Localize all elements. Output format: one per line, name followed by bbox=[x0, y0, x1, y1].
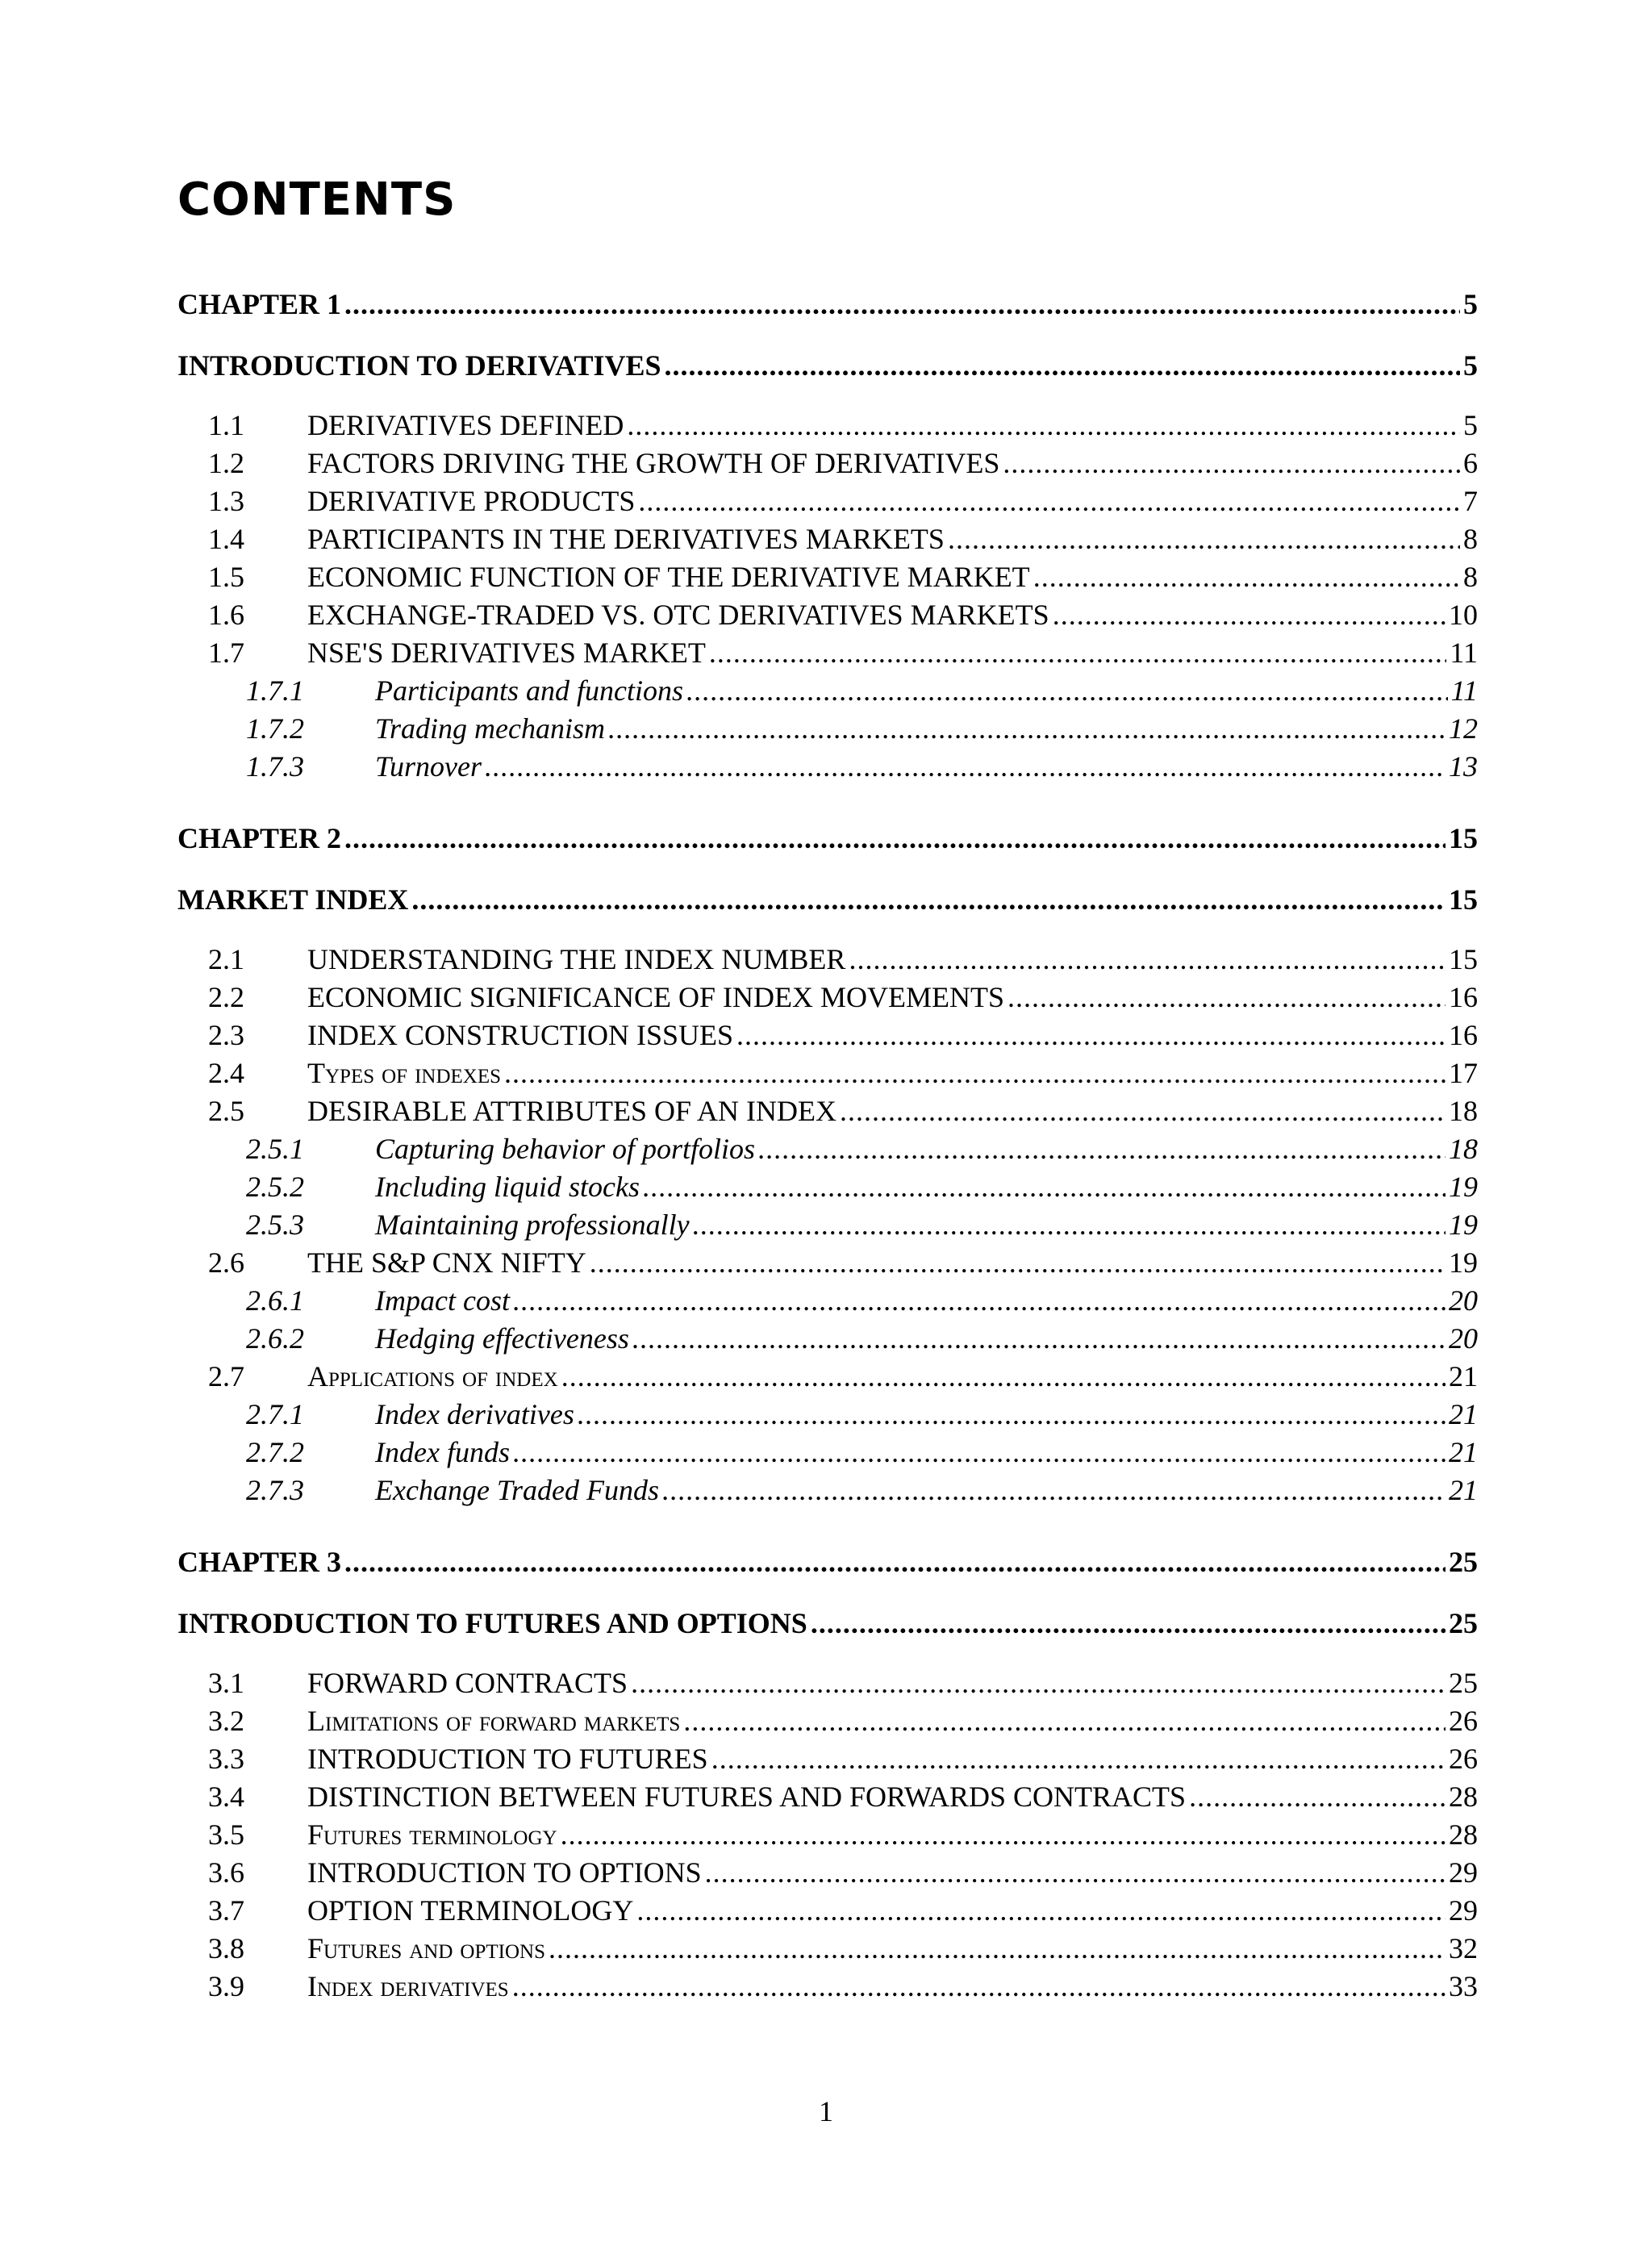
dot-leader bbox=[561, 1359, 1446, 1393]
toc-entry-number: 2.7.2 bbox=[246, 1436, 304, 1468]
toc-entry-title: FORWARD CONTRACTS bbox=[307, 1667, 628, 1699]
toc-entry-title: MARKET INDEX bbox=[177, 883, 409, 916]
dot-leader bbox=[758, 1132, 1446, 1166]
toc-entry-number: 3.4 bbox=[208, 1781, 244, 1813]
toc-entry-1-7-1[interactable] bbox=[177, 674, 1478, 712]
toc-entry-number: 1.7.1 bbox=[246, 674, 304, 707]
toc-entry-number: 2.2 bbox=[208, 981, 244, 1013]
dot-leader bbox=[578, 1397, 1446, 1431]
toc-entry-number: 3.8 bbox=[208, 1932, 244, 1964]
toc-entry-2-7-1[interactable] bbox=[177, 1397, 1478, 1435]
toc-entry-title: Applications of index bbox=[307, 1360, 558, 1392]
toc-entry-2-5-3[interactable] bbox=[177, 1208, 1478, 1246]
toc-entry-3-2[interactable] bbox=[177, 1704, 1478, 1742]
toc-entry-number: 1.1 bbox=[208, 409, 244, 441]
dot-leader bbox=[948, 522, 1460, 556]
toc-entry-number: 2.5.2 bbox=[246, 1171, 304, 1203]
toc-entry-number: 2.3 bbox=[208, 1019, 244, 1051]
toc-entry-title: INTRODUCTION TO FUTURES AND OPTIONS bbox=[177, 1607, 807, 1639]
dot-leader bbox=[683, 1704, 1446, 1738]
toc-entry-1-2[interactable] bbox=[177, 446, 1478, 484]
toc-entry-page: 5 bbox=[1463, 288, 1478, 320]
toc-entry-page: 5 bbox=[1463, 349, 1478, 382]
toc-entry-number: 1.5 bbox=[208, 561, 244, 593]
toc-entry-page: 7 bbox=[1463, 485, 1478, 517]
toc-entry-title: Exchange Traded Funds bbox=[375, 1474, 659, 1506]
toc-entry-2-1[interactable] bbox=[177, 942, 1478, 980]
toc-entry-number: 1.7.3 bbox=[246, 750, 304, 783]
toc-entry-title: NSE'S DERIVATIVES MARKET bbox=[307, 637, 706, 669]
toc-entry-1-1[interactable] bbox=[177, 408, 1478, 446]
toc-entry-page: 11 bbox=[1450, 674, 1478, 707]
dot-leader bbox=[504, 1056, 1446, 1090]
dot-leader bbox=[811, 1606, 1446, 1640]
toc-entry-page: 19 bbox=[1449, 1209, 1478, 1241]
toc-entry-2-7-2[interactable] bbox=[177, 1435, 1478, 1473]
toc-entry-page: 10 bbox=[1449, 599, 1478, 631]
dot-leader bbox=[561, 1818, 1446, 1852]
dot-leader bbox=[631, 1666, 1446, 1700]
toc-entry-page: 5 bbox=[1463, 409, 1478, 441]
dot-leader bbox=[705, 1856, 1446, 1889]
toc-entry-page: 28 bbox=[1449, 1781, 1478, 1813]
toc-entry-page: 28 bbox=[1449, 1818, 1478, 1851]
dot-leader bbox=[1189, 1780, 1446, 1814]
toc-entry-3-8[interactable] bbox=[177, 1931, 1478, 1969]
dot-leader bbox=[711, 1742, 1446, 1776]
toc-entry-page: 11 bbox=[1450, 637, 1478, 669]
toc-entry-title: THE S&P CNX NIFTY bbox=[307, 1246, 586, 1279]
toc-entry-number: 2.6.1 bbox=[246, 1284, 304, 1317]
toc-entry-number: 1.2 bbox=[208, 447, 244, 479]
toc-entry-page: 25 bbox=[1449, 1667, 1478, 1699]
toc-entry-page: 21 bbox=[1449, 1436, 1478, 1468]
toc-entry-number: 1.3 bbox=[208, 485, 244, 517]
toc-entry-2-7-3[interactable] bbox=[177, 1473, 1478, 1511]
toc-entry-number: 3.2 bbox=[208, 1705, 244, 1737]
toc-entry-title: PARTICIPANTS IN THE DERIVATIVES MARKETS bbox=[307, 523, 945, 555]
dot-leader bbox=[549, 1931, 1446, 1965]
toc-entry-title: Including liquid stocks bbox=[375, 1171, 640, 1203]
toc-entry-number: 2.6 bbox=[208, 1246, 244, 1279]
toc-entry-page: 33 bbox=[1449, 1970, 1478, 2002]
toc-entry-page: 25 bbox=[1449, 1607, 1478, 1639]
toc-entry-page: 29 bbox=[1449, 1856, 1478, 1889]
dot-leader bbox=[662, 1473, 1446, 1507]
toc-entry-number: 1.6 bbox=[208, 599, 244, 631]
toc-entry-market-index[interactable] bbox=[177, 883, 1478, 921]
toc-entry-page: 16 bbox=[1449, 1019, 1478, 1051]
toc-entry-page: 16 bbox=[1449, 981, 1478, 1013]
toc-entry-title: INTRODUCTION TO FUTURES bbox=[307, 1743, 708, 1775]
toc-entry-title: INTRODUCTION TO DERIVATIVES bbox=[177, 349, 661, 382]
toc-entry-number: 1.4 bbox=[208, 523, 244, 555]
toc-entry-title: Maintaining professionally bbox=[375, 1209, 690, 1241]
dot-leader bbox=[608, 712, 1446, 745]
toc-entry-introduction-to-futures-and-options[interactable] bbox=[177, 1606, 1478, 1645]
toc-entry-title: Types of indexes bbox=[307, 1057, 502, 1089]
toc-entry-title: Index derivatives bbox=[307, 1970, 509, 2002]
toc-entry-page: 26 bbox=[1449, 1743, 1478, 1775]
toc-entry-page: 6 bbox=[1463, 447, 1478, 479]
toc-entry-1-6[interactable] bbox=[177, 598, 1478, 636]
toc-entry-1-7-3[interactable] bbox=[177, 749, 1478, 787]
dot-leader bbox=[643, 1170, 1446, 1204]
toc-entry-number: 2.1 bbox=[208, 943, 244, 975]
dot-leader bbox=[1003, 446, 1460, 480]
dot-leader bbox=[344, 287, 1460, 321]
toc-entry-page: 21 bbox=[1449, 1474, 1478, 1506]
toc-entry-title: Index funds bbox=[375, 1436, 510, 1468]
toc-entry-title: FACTORS DRIVING THE GROWTH OF DERIVATIVES bbox=[307, 447, 1000, 479]
toc-entry-number: 1.7 bbox=[208, 637, 244, 669]
toc-entry-number: 2.5 bbox=[208, 1095, 244, 1127]
toc-entry-2-5-2[interactable] bbox=[177, 1170, 1478, 1208]
toc-entry-page: 8 bbox=[1463, 523, 1478, 555]
toc-entry-1-3[interactable] bbox=[177, 484, 1478, 522]
dot-leader bbox=[485, 749, 1446, 783]
dot-leader bbox=[344, 821, 1446, 855]
toc-entry-page: 15 bbox=[1449, 822, 1478, 854]
toc-entry-title: Futures and options bbox=[307, 1932, 545, 1964]
toc-entry-page: 18 bbox=[1449, 1133, 1478, 1165]
dot-leader bbox=[512, 1969, 1446, 2003]
toc-entry-title: Turnover bbox=[375, 750, 482, 783]
toc-entry-1-7-2[interactable] bbox=[177, 712, 1478, 749]
toc-entry-title: Capturing behavior of portfolios bbox=[375, 1133, 756, 1165]
dot-leader bbox=[709, 636, 1446, 670]
toc-entry-title: ECONOMIC SIGNIFICANCE OF INDEX MOVEMENTS bbox=[307, 981, 1005, 1013]
toc-entry-3-1[interactable] bbox=[177, 1666, 1478, 1704]
toc-entry-2-4[interactable] bbox=[177, 1056, 1478, 1094]
dot-leader bbox=[665, 349, 1460, 382]
toc-entry-introduction-to-derivatives[interactable] bbox=[177, 349, 1478, 387]
dot-leader bbox=[627, 408, 1460, 442]
toc-entry-page: 15 bbox=[1449, 943, 1478, 975]
dot-leader bbox=[849, 942, 1446, 976]
dot-leader bbox=[1033, 560, 1460, 594]
toc-entry-2-7[interactable] bbox=[177, 1359, 1478, 1397]
toc-entry-2-5[interactable] bbox=[177, 1094, 1478, 1132]
page-number: 1 bbox=[819, 2095, 833, 2127]
toc-entry-title: Trading mechanism bbox=[375, 712, 606, 745]
toc-entry-3-4[interactable] bbox=[177, 1780, 1478, 1818]
toc-entry-3-9[interactable] bbox=[177, 1969, 1478, 2007]
toc-entry-title: INDEX CONSTRUCTION ISSUES bbox=[307, 1019, 734, 1051]
toc-entry-page: 32 bbox=[1449, 1932, 1478, 1964]
toc-entry-number: 3.3 bbox=[208, 1743, 244, 1775]
table-of-contents bbox=[177, 287, 1478, 2007]
dot-leader bbox=[638, 484, 1460, 518]
toc-entry-3-7[interactable] bbox=[177, 1893, 1478, 1931]
dot-leader bbox=[1053, 598, 1446, 632]
toc-entry-page: 29 bbox=[1449, 1894, 1478, 1927]
toc-entry-1-5[interactable] bbox=[177, 560, 1478, 598]
toc-entry-number: 3.6 bbox=[208, 1856, 244, 1889]
toc-entry-title: OPTION TERMINOLOGY bbox=[307, 1894, 634, 1927]
toc-entry-page: 20 bbox=[1449, 1322, 1478, 1355]
toc-entry-chapter-2[interactable] bbox=[177, 821, 1478, 860]
dot-leader bbox=[693, 1208, 1446, 1242]
toc-entry-title: DESIRABLE ATTRIBUTES OF AN INDEX bbox=[307, 1095, 837, 1127]
toc-entry-page: 21 bbox=[1449, 1398, 1478, 1430]
toc-entry-page: 12 bbox=[1449, 712, 1478, 745]
toc-entry-number: 2.4 bbox=[208, 1057, 244, 1089]
toc-entry-number: 2.5.3 bbox=[246, 1209, 304, 1241]
toc-entry-2-3[interactable] bbox=[177, 1018, 1478, 1056]
toc-entry-title: INTRODUCTION TO OPTIONS bbox=[307, 1856, 702, 1889]
dot-leader bbox=[411, 883, 1446, 916]
toc-entry-page: 15 bbox=[1449, 883, 1478, 916]
dot-leader bbox=[736, 1018, 1446, 1052]
dot-leader bbox=[1007, 980, 1446, 1014]
toc-entry-page: 19 bbox=[1449, 1171, 1478, 1203]
toc-entry-page: 18 bbox=[1449, 1095, 1478, 1127]
toc-entry-number: 3.7 bbox=[208, 1894, 244, 1927]
toc-entry-title: Index derivatives bbox=[375, 1398, 574, 1430]
toc-entry-title: UNDERSTANDING THE INDEX NUMBER bbox=[307, 943, 846, 975]
toc-entry-2-2[interactable] bbox=[177, 980, 1478, 1018]
toc-entry-page: 17 bbox=[1449, 1057, 1478, 1089]
toc-entry-title: CHAPTER 3 bbox=[177, 1546, 342, 1578]
dot-leader bbox=[590, 1246, 1446, 1280]
dot-leader bbox=[344, 1545, 1446, 1579]
toc-entry-number: 1.7.2 bbox=[246, 712, 304, 745]
dot-leader bbox=[513, 1284, 1446, 1317]
toc-entry-title: CHAPTER 2 bbox=[177, 822, 342, 854]
toc-entry-3-6[interactable] bbox=[177, 1856, 1478, 1893]
toc-entry-2-6[interactable] bbox=[177, 1246, 1478, 1284]
dot-leader bbox=[636, 1893, 1446, 1927]
toc-entry-page: 25 bbox=[1449, 1546, 1478, 1578]
toc-entry-number: 2.6.2 bbox=[246, 1322, 304, 1355]
toc-entry-title: DISTINCTION BETWEEN FUTURES AND FORWARDS CONTRACTS bbox=[307, 1781, 1187, 1813]
toc-entry-number: 3.1 bbox=[208, 1667, 244, 1699]
toc-entry-title: EXCHANGE-TRADED VS. OTC DERIVATIVES MARKETS bbox=[307, 599, 1049, 631]
toc-entry-3-5[interactable] bbox=[177, 1818, 1478, 1856]
toc-entry-2-6-1[interactable] bbox=[177, 1284, 1478, 1321]
toc-entry-number: 3.5 bbox=[208, 1818, 244, 1851]
toc-entry-title: DERIVATIVE PRODUCTS bbox=[307, 485, 636, 517]
toc-entry-page: 13 bbox=[1449, 750, 1478, 783]
toc-entry-title: DERIVATIVES DEFINED bbox=[307, 409, 624, 441]
dot-leader bbox=[686, 674, 1448, 708]
toc-entry-page: 19 bbox=[1449, 1246, 1478, 1279]
toc-entry-number: 2.5.1 bbox=[246, 1133, 304, 1165]
toc-entry-number: 3.9 bbox=[208, 1970, 244, 2002]
toc-entry-number: 2.7 bbox=[208, 1360, 244, 1392]
toc-entry-title: Impact cost bbox=[375, 1284, 510, 1317]
toc-entry-title: Hedging effectiveness bbox=[375, 1322, 629, 1355]
dot-leader bbox=[840, 1094, 1446, 1128]
toc-entry-page: 20 bbox=[1449, 1284, 1478, 1317]
toc-entry-3-3[interactable] bbox=[177, 1742, 1478, 1780]
toc-entry-2-5-1[interactable] bbox=[177, 1132, 1478, 1170]
toc-entry-page: 21 bbox=[1449, 1360, 1478, 1392]
toc-entry-title: Futures terminology bbox=[307, 1818, 557, 1851]
toc-entry-title: Limitations of forward markets bbox=[307, 1705, 681, 1737]
toc-entry-1-4[interactable] bbox=[177, 522, 1478, 560]
toc-entry-2-6-2[interactable] bbox=[177, 1321, 1478, 1359]
toc-entry-chapter-3[interactable] bbox=[177, 1545, 1478, 1584]
toc-entry-1-7[interactable] bbox=[177, 636, 1478, 674]
toc-entry-number: 2.7.3 bbox=[246, 1474, 304, 1506]
toc-entry-title: ECONOMIC FUNCTION OF THE DERIVATIVE MARKET bbox=[307, 561, 1030, 593]
dot-leader bbox=[632, 1321, 1446, 1355]
toc-entry-number: 2.7.1 bbox=[246, 1398, 304, 1430]
toc-entry-title: CHAPTER 1 bbox=[177, 288, 342, 320]
page-title: CONTENTS bbox=[177, 173, 457, 226]
toc-entry-title: Participants and functions bbox=[375, 674, 683, 707]
toc-entry-chapter-1[interactable] bbox=[177, 287, 1478, 326]
dot-leader bbox=[513, 1435, 1446, 1469]
toc-entry-page: 8 bbox=[1463, 561, 1478, 593]
toc-entry-page: 26 bbox=[1449, 1705, 1478, 1737]
